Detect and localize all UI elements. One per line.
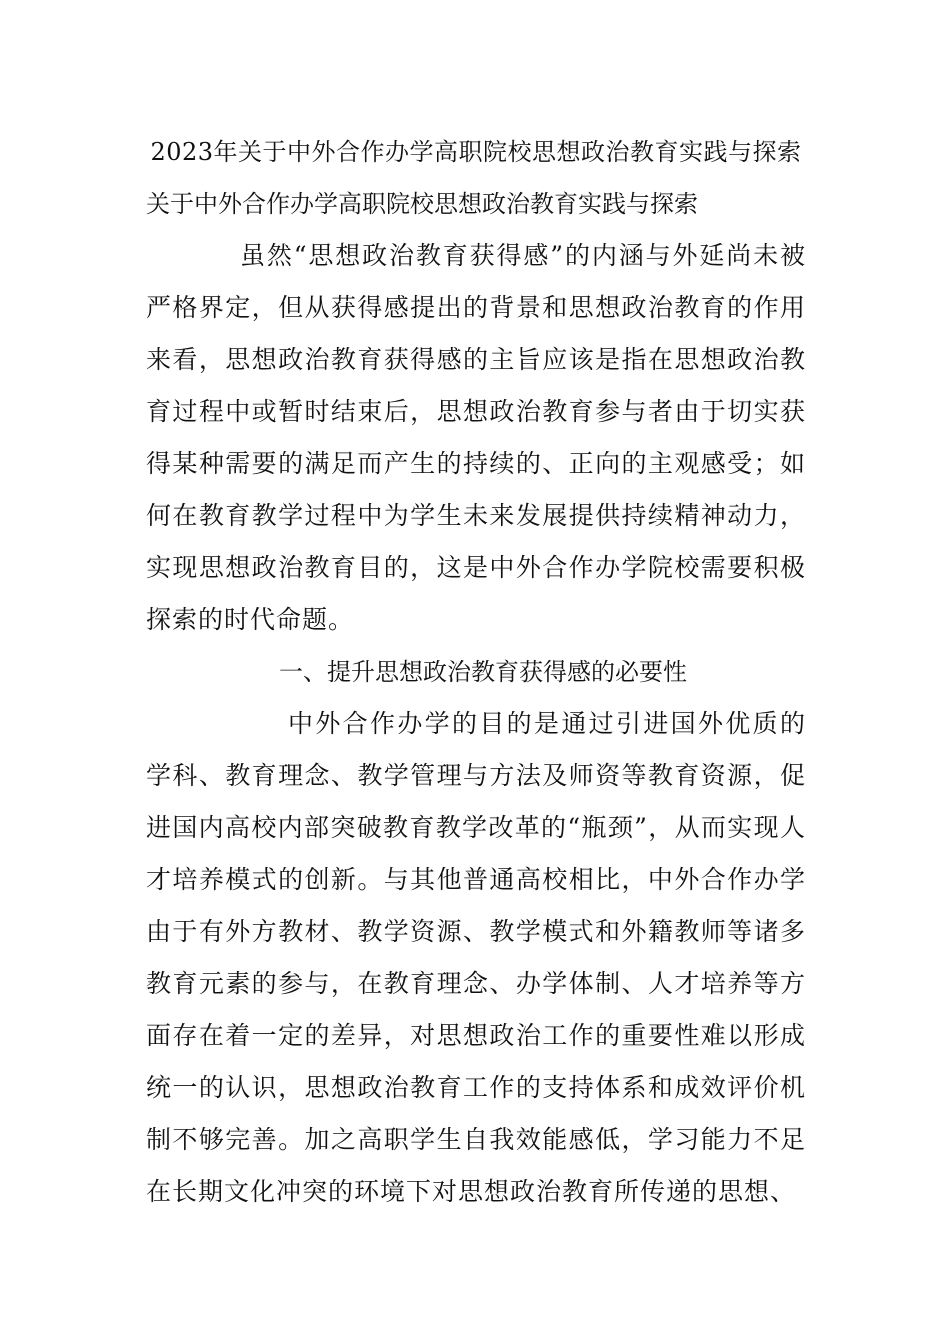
document-subtitle: 关于中外合作办学高职院校思想政治教育实践与探索 <box>146 190 698 218</box>
paragraph-intro: 虽然“思想政治教育获得感”的内涵与外延尚未被严格界定，但从获得感提出的背景和思想政治教育的作用来看，思想政治教育获得感的主旨应该是指在思想政治教育过程中或暂时结束后，思想政治教育参与者由于切实获得某种需要的满足而产生的持续的、正向的主观感受；如何在教育教学过程中为学生未来发展提供持续精神动力，实现思想政治教育目的，这是中外合作办学院校需要积极探索的时代命题。 <box>146 241 806 634</box>
document-body <box>146 126 806 1218</box>
section-heading-1: 一、提升思想政治教育获得感的必要性 <box>279 658 687 686</box>
document-title: 2023年关于中外合作办学高职院校思想政治教育实践与探索 <box>150 138 802 166</box>
paragraph-section-1: 中外合作办学的目的是通过引进国外优质的学科、教育理念、教学管理与方法及师资等教育资源，促进国内高校内部突破教育教学改革的“瓶颈”，从而实现人才培养模式的创新。与其他普通高校相比，中外合作办学由于有外方教材、教学资源、教学模式和外籍教师等诸多教育元素的参与，在教育理念、办学体制、人才培养等方面存在着一定的差异，对思想政治工作的重要性难以形成统一的认识，思想政治教育工作的支持体系和成效评价机制不够完善。加之高职学生自我效能感低，学习能力不足在长期文化冲突的环境下对思想政治教育所传递的思想、 <box>146 709 806 1206</box>
